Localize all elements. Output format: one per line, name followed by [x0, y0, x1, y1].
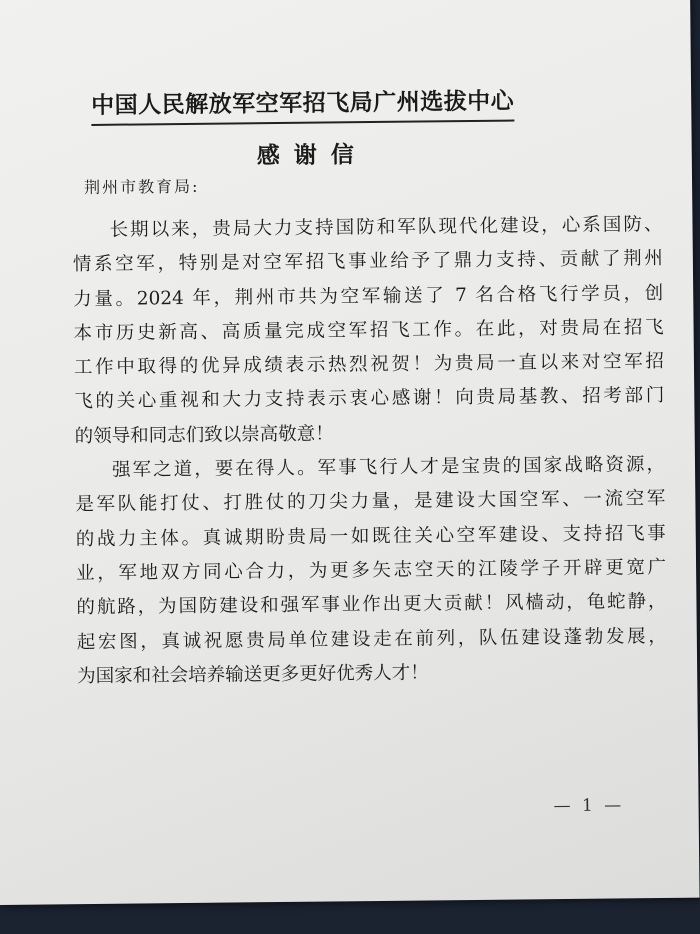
issuer-header: 中国人民解放军空军招飞局广州选拔中心	[91, 83, 514, 126]
recipient-greeting: 荆州市教育局:	[83, 176, 200, 198]
letter-body	[72, 208, 667, 694]
body-line: 本市历史新高、高质量完成空军招飞工作。在此，对贵局在招飞	[73, 316, 664, 345]
body-line: 飞的关心重视和大力支持表示衷心感谢！向贵局基教、招考部门	[74, 385, 665, 413]
body-line: 的领导和同志们致以崇高敬意！	[74, 423, 334, 447]
letter-title: 感谢信	[256, 141, 368, 170]
body-line: 工作中取得的优异成绩表示热烈祝贺！为贵局一直以来对空军招	[73, 351, 665, 379]
body-line: 是军队能打仗、打胜仗的刀尖力量，是建设大国空军、一流空军	[75, 488, 666, 516]
body-line: 起宏图，真诚祝愿贵局单位建设走在前列，队伍建设蓬勃发展，	[76, 625, 667, 653]
body-line: 长期以来，贵局大力支持国防和军队现代化建设，心系国防、	[109, 213, 663, 241]
body-line: 情系空军，特别是对空军招飞事业给予了鼎力支持、贡献了荆州	[72, 248, 663, 276]
page-number: — 1 —	[553, 795, 625, 817]
body-line: 力量。2024 年，荆州市共为空军输送了 7 名合格飞行学员，创	[73, 282, 664, 310]
body-line: 的战力主体。真诚期盼贵局一如既往关心空军建设、支持招飞事	[75, 522, 666, 550]
body-line: 强军之道，要在得人。军事飞行人才是宝贵的国家战略资源，	[111, 454, 666, 481]
body-line: 的航路，为国防建设和强军事业作出更大贡献！风樯动，龟蛇静，	[76, 591, 667, 619]
body-line: 为国家和社会培养输送更多更好优秀人才！	[77, 662, 429, 687]
body-line: 业，军地双方同心合力，为更多矢志空天的江陵学子开辟更宽广	[76, 556, 667, 585]
